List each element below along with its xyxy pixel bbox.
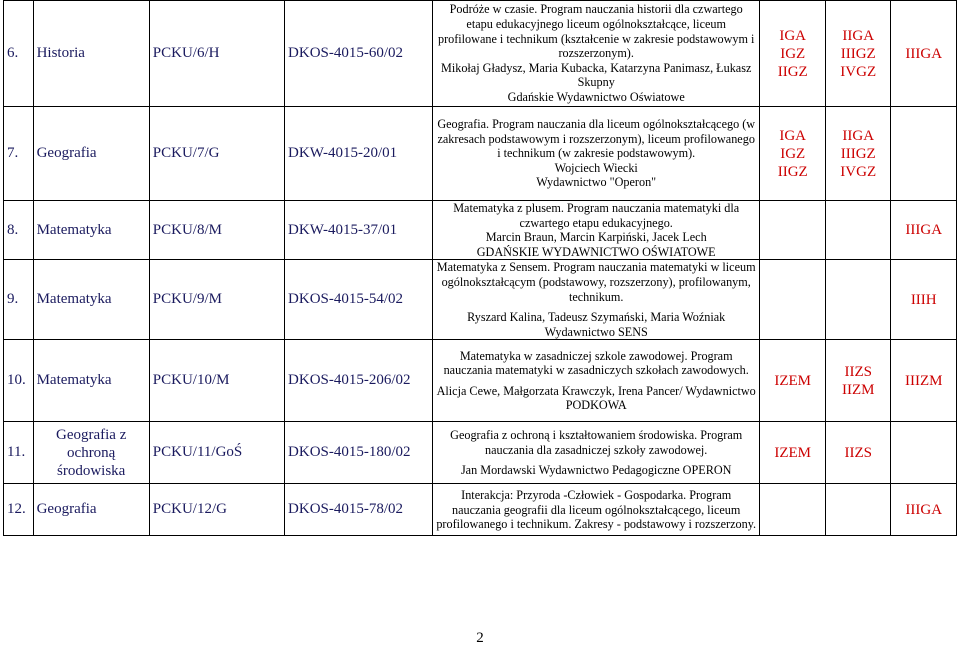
class-group-2	[825, 340, 891, 422]
approval-number: DKOS-4015-78/02	[285, 484, 433, 536]
description-line: Matematyka w zasadniczej szkole zawodowej. Program nauczania matematyki w zasadniczych szkołach zawodowych.	[443, 348, 749, 378]
description-line: Marcin Braun, Marcin Karpiński, Jacek Lech	[485, 230, 707, 245]
class-group-3	[891, 340, 957, 422]
program-code: PCKU/12/G	[149, 484, 284, 536]
class-group-1	[760, 260, 826, 340]
class-code: IIZS	[844, 444, 872, 461]
program-code: PCKU/8/M	[149, 201, 284, 260]
class-group-3	[891, 422, 957, 484]
table-row	[4, 107, 957, 201]
class-group-3	[891, 107, 957, 201]
program-description	[432, 107, 760, 201]
program-description	[432, 260, 760, 340]
class-code: IVGZ	[840, 63, 877, 80]
program-code: PCKU/7/G	[149, 107, 284, 201]
program-description	[432, 1, 760, 107]
program-code: PCKU/10/M	[149, 340, 284, 422]
description-line: Ryszard Kalina, Tadeusz Szymański, Maria Woźniak Wydawnictwo SENS	[467, 310, 726, 339]
subject-name: Matematyka	[33, 201, 149, 260]
table-row	[4, 1, 957, 107]
row-number: 10.	[4, 340, 34, 422]
description-line: Podróże w czasie. Program nauczania historii dla czwartego etapu edukacyjnego liceum ogólnokształcące, liceum profilowane i technikum (kształcenie w zakresie podstawowym i rozszerzonym).	[437, 2, 755, 61]
description-line: Matematyka z Sensem. Program nauczania matematyki w liceum ogólnokształcącym (podstawowy, rozszerzony), profilowanym, technikum.	[436, 260, 756, 304]
program-code: PCKU/6/H	[149, 1, 284, 107]
table-row	[4, 422, 957, 484]
description-line: Wojciech Wiecki	[554, 160, 638, 175]
class-group-2	[825, 107, 891, 201]
program-description	[432, 422, 760, 484]
approval-number: DKOS-4015-180/02	[285, 422, 433, 484]
row-number: 8.	[4, 201, 34, 260]
class-code: IIGA	[842, 27, 875, 44]
class-group-1	[760, 1, 826, 107]
class-group-2	[825, 484, 891, 536]
approval-number: DKOS-4015-60/02	[285, 1, 433, 107]
class-group-1	[760, 422, 826, 484]
class-code: IIZS	[844, 363, 872, 380]
class-code: IIIGA	[905, 501, 943, 518]
class-code: IIGZ	[777, 163, 808, 180]
subject-name: Geografia	[33, 484, 149, 536]
class-code: IGZ	[780, 145, 806, 162]
row-number: 9.	[4, 260, 34, 340]
program-description	[432, 201, 760, 260]
description-line: Alicja Cewe, Małgorzata Krawczyk, Irena Pancer/ Wydawnictwo PODKOWA	[436, 383, 756, 413]
class-code: IIIGZ	[840, 145, 876, 162]
approval-number: DKOS-4015-206/02	[285, 340, 433, 422]
class-code: IZEM	[774, 372, 812, 389]
description-line: Jan Mordawski Wydawnictwo Pedagogiczne OPERON	[460, 463, 732, 478]
class-group-3	[891, 201, 957, 260]
class-code: IIZM	[841, 381, 875, 398]
table-row	[4, 201, 957, 260]
class-code: IGA	[779, 127, 807, 144]
program-description	[432, 484, 760, 536]
description-line: Wydawnictwo "Operon"	[536, 175, 657, 190]
class-code: IIIGA	[905, 222, 943, 239]
program-code: PCKU/11/GoŚ	[149, 422, 284, 484]
class-group-2	[825, 422, 891, 484]
approval-number: DKW-4015-37/01	[285, 201, 433, 260]
page-number: 2	[476, 630, 484, 646]
class-code: IIIGA	[905, 45, 943, 62]
class-group-2	[825, 1, 891, 107]
description-line: GDAŃSKIE WYDAWNICTWO OŚWIATOWE	[476, 244, 716, 259]
class-group-1	[760, 107, 826, 201]
program-description	[432, 340, 760, 422]
class-code: IIIGZ	[840, 45, 876, 62]
description-line: Interakcja: Przyroda -Człowiek - Gospodarka. Program nauczania geografii dla liceum ogólnokształcącego, liceum profilowanego i technikum. Zakresy - podstawowy i rozszerzony.	[436, 487, 757, 532]
subject-name: Historia	[33, 1, 149, 107]
class-group-3	[891, 260, 957, 340]
class-code: IIGA	[842, 127, 875, 144]
row-number: 12.	[4, 484, 34, 536]
curriculum-table	[3, 0, 957, 536]
subject-name: Matematyka	[33, 260, 149, 340]
row-number: 11.	[4, 422, 34, 484]
class-code: IGZ	[780, 45, 806, 62]
class-code: IIIZM	[904, 372, 943, 389]
subject-name: Matematyka	[33, 340, 149, 422]
description-line: Gdańskie Wydawnictwo Oświatowe	[507, 89, 685, 104]
class-code: IIGZ	[777, 63, 808, 80]
class-group-1	[760, 201, 826, 260]
approval-number: DKOS-4015-54/02	[285, 260, 433, 340]
description-line: Matematyka z plusem. Program nauczania matematyki dla czwartego etapu edukacyjnego.	[453, 201, 740, 230]
approval-number: DKW-4015-20/01	[285, 107, 433, 201]
table-row	[4, 260, 957, 340]
description-line: Geografia z ochroną i kształtowaniem środowiska. Program nauczania dla zasadniczej szkoły zawodowej.	[450, 427, 743, 457]
subject-name: Geografia z ochroną środowiska	[33, 422, 149, 484]
class-code: IZEM	[774, 444, 812, 461]
row-number: 7.	[4, 107, 34, 201]
class-code: IGA	[779, 27, 807, 44]
class-code: IIIH	[910, 291, 937, 308]
class-group-2	[825, 260, 891, 340]
description-line: Geografia. Program nauczania dla liceum ogólnokształcącego (w zakresach podstawowym i rozszerzonym), liceum profilowanego i technikum (w zakresie podstawowym).	[437, 117, 756, 161]
table-row	[4, 484, 957, 536]
description-line: Mikołaj Gładysz, Maria Kubacka, Katarzyna Panimasz, Łukasz Skupny	[441, 60, 752, 90]
table-row	[4, 340, 957, 422]
class-group-2	[825, 201, 891, 260]
class-code: IVGZ	[840, 163, 877, 180]
class-group-3	[891, 484, 957, 536]
class-group-1	[760, 340, 826, 422]
class-group-3	[891, 1, 957, 107]
class-group-1	[760, 484, 826, 536]
row-number: 6.	[4, 1, 34, 107]
program-code: PCKU/9/M	[149, 260, 284, 340]
subject-name: Geografia	[33, 107, 149, 201]
